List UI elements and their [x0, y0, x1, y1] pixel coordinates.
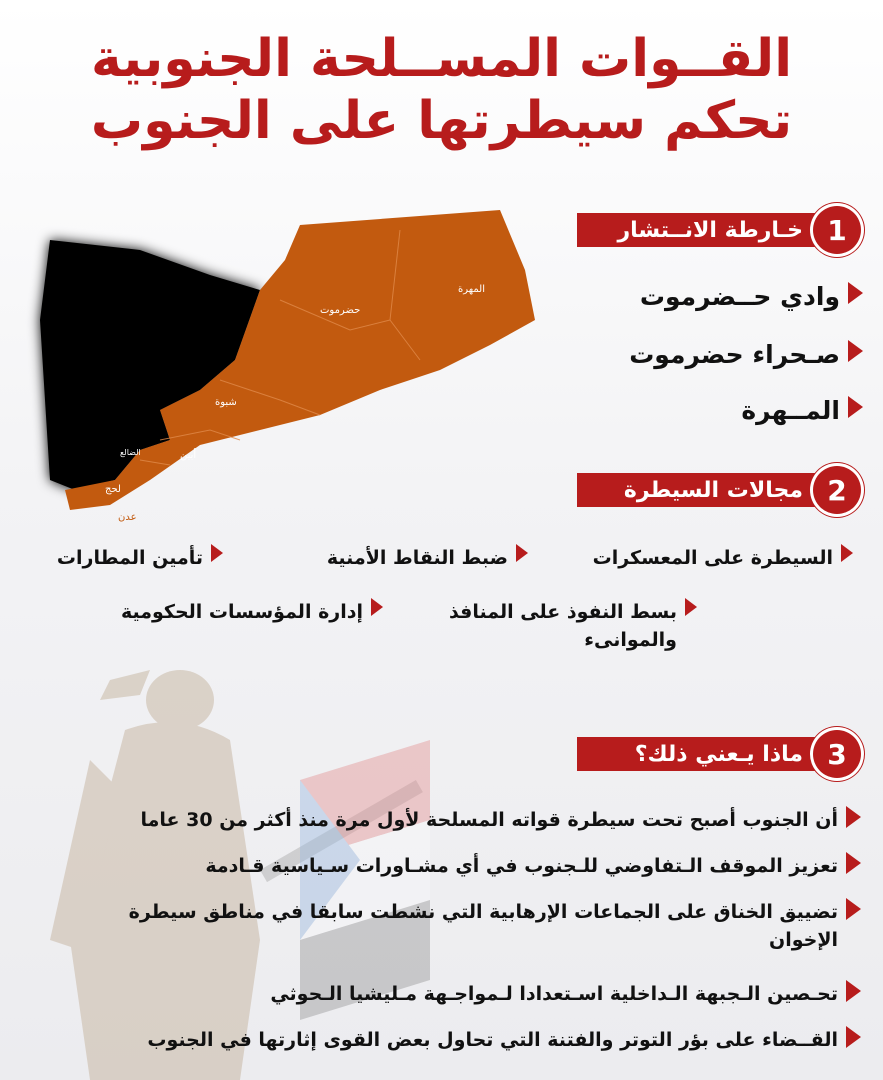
bullet-icon: [371, 598, 383, 616]
bullet-icon: [685, 598, 697, 616]
list-item: صـحراء حضرموت: [629, 340, 863, 369]
list-item: إدارة المؤسسات الحكومية: [121, 598, 383, 626]
bullet-icon: [846, 898, 861, 920]
list-item: بسط النفوذ على المنافذ والموانىء: [387, 598, 697, 654]
bullet-icon: [848, 340, 863, 362]
section-2-number: 2: [813, 466, 861, 514]
title-line-1: القــوات المســلحة الجنوبية: [90, 29, 793, 89]
bullet-icon: [846, 806, 861, 828]
list-item: ضبط النقاط الأمنية: [327, 544, 528, 572]
list-item: تضييق الخناق على الجماعات الإرهابية التي نشطت سابقا في مناطق سيطرة الإخوان: [61, 898, 861, 954]
bullet-icon: [846, 1026, 861, 1048]
list-item: تحـصين الـجبهة الـداخلية اسـتعدادا لـمواجـهة مـليشيا الـحوثي: [61, 980, 861, 1008]
list-item: تأمين المطارات: [57, 544, 223, 572]
map-label-mahra: المهرة: [458, 284, 485, 295]
list-item: أن الجنوب أصبح تحت سيطرة قواته المسلحة لأول مرة منذ أكثر من 30 عاما: [61, 806, 861, 834]
section-2-header: [571, 466, 861, 514]
section-1-header: [571, 206, 861, 254]
list-item: السيطرة على المعسكرات: [593, 544, 853, 572]
bullet-icon: [848, 396, 863, 418]
section-3-header: [571, 730, 861, 778]
list-item: تعزيز الموقف الـتفاوضي للـجنوب في أي مشـاورات سـياسية قـادمة: [61, 852, 861, 880]
bullet-icon: [846, 852, 861, 874]
section-3-number: 3: [813, 730, 861, 778]
map-label-lahj: لحج: [105, 484, 121, 495]
list-item: وادي حــضرموت: [640, 282, 863, 311]
bullet-icon: [841, 544, 853, 562]
bullet-icon: [848, 282, 863, 304]
list-item: القــضاء على بؤر التوتر والفتنة التي تحاول بعض القوى إثارتها في الجنوب: [41, 1026, 861, 1054]
map-label-shabwa: شبوة: [215, 397, 237, 408]
section-1-title: خـارطة الانــتشار: [577, 213, 831, 247]
bullet-icon: [846, 980, 861, 1002]
title-line-2: تحكم سيطرتها على الجنوب: [90, 91, 793, 151]
section-2-title: مجالات السيطرة: [577, 473, 831, 507]
page-title: [0, 28, 883, 152]
section-1-number: 1: [813, 206, 861, 254]
bullet-icon: [516, 544, 528, 562]
map-label-hadramout: حضرموت: [320, 305, 361, 316]
list-item: المــهرة: [741, 396, 863, 425]
map-label-dhale: الضالع: [120, 448, 141, 457]
map-label-aden: عدن: [118, 512, 137, 523]
map-label-abyan: أبين: [180, 450, 197, 461]
section-3-title: ماذا يـعني ذلك؟: [577, 737, 831, 771]
yemen-map: [20, 180, 560, 540]
bullet-icon: [211, 544, 223, 562]
